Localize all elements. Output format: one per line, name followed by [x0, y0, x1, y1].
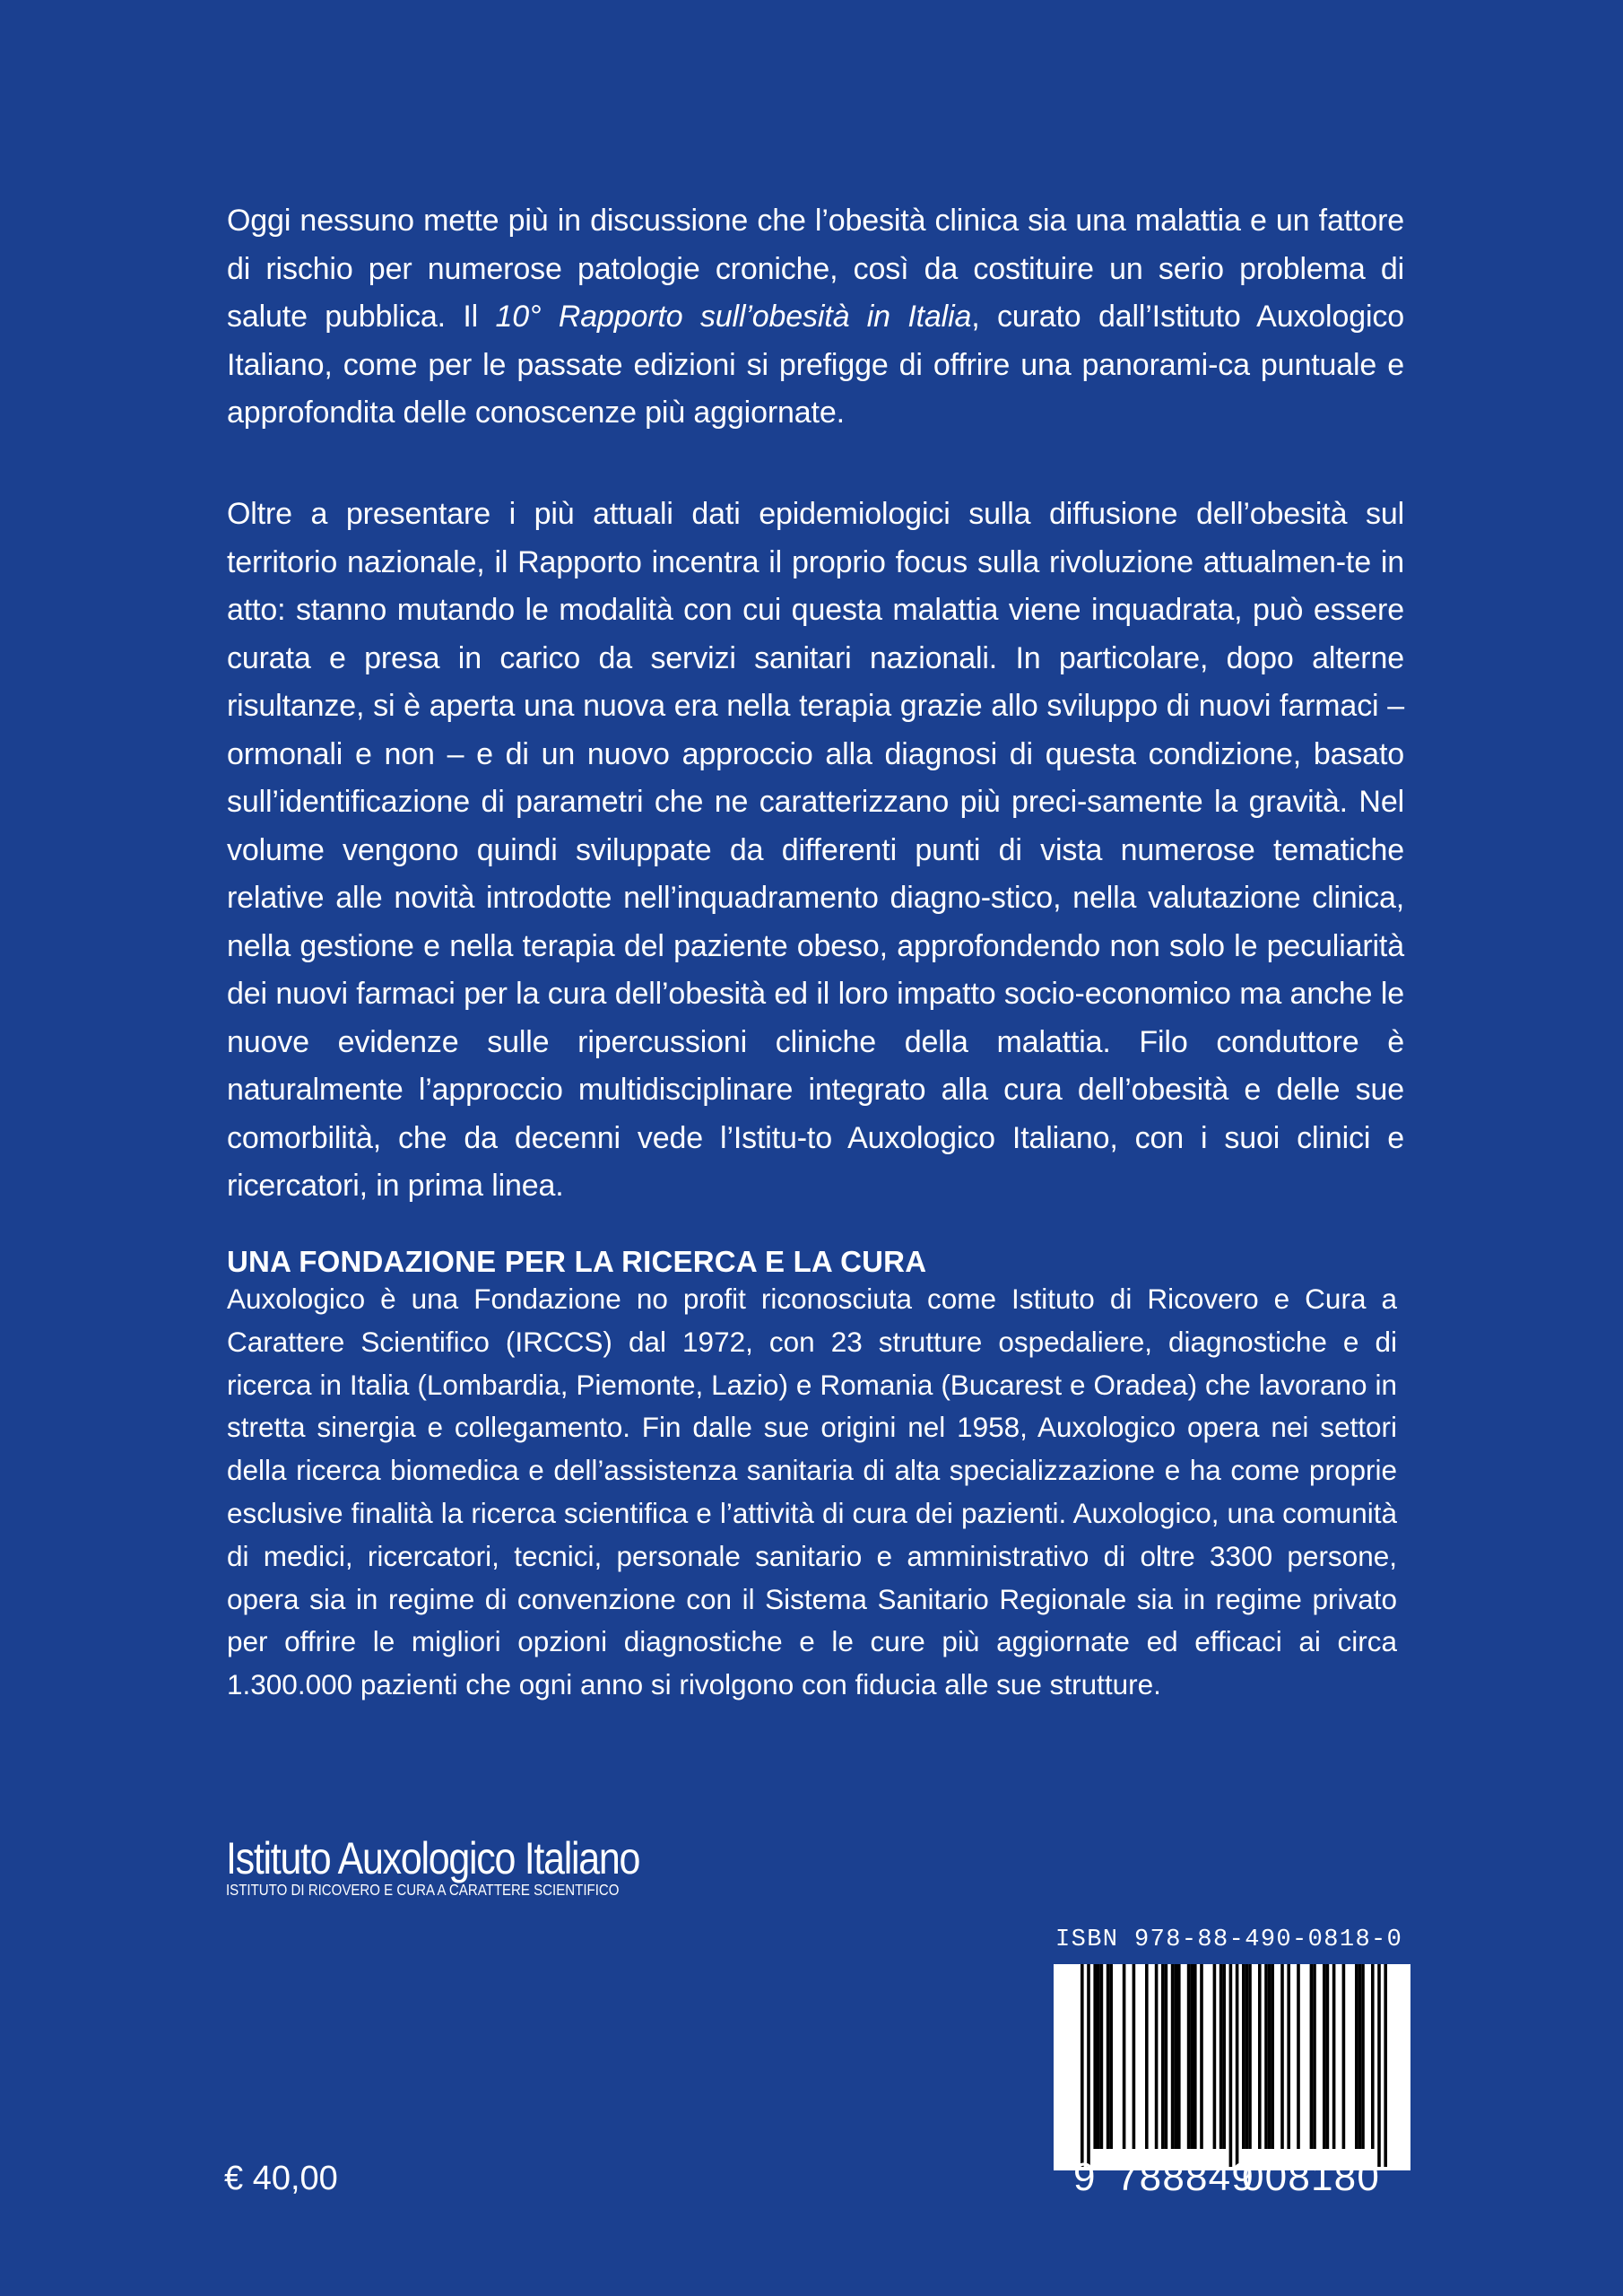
barcode-bar	[1100, 1964, 1104, 2149]
barcode-bar	[1313, 1964, 1316, 2149]
barcode-bar	[1200, 1964, 1203, 2149]
isbn-barcode	[1054, 1926, 1410, 2205]
barcode-bar	[1229, 1964, 1233, 2167]
barcode-bars	[1054, 1964, 1410, 2170]
barcode-bar	[1133, 1964, 1136, 2149]
barcode-bar	[1155, 1964, 1159, 2149]
intro-text-end: , curato dall’Istituto Auxologico Italiano, come per le passate edizioni si prefigge di offrire una panorami-ca puntuale e approfondita delle conoscenze più aggiornate.	[227, 300, 1404, 430]
barcode-bar	[1361, 1964, 1365, 2149]
paragraph-intro	[227, 197, 1404, 438]
barcode-bar	[1109, 1964, 1113, 2149]
barcode-bar	[1355, 1964, 1358, 2149]
barcode-bar	[1297, 1964, 1300, 2149]
barcode-bar	[1245, 1964, 1249, 2149]
logo-name: Istituto Auxologico Italiano	[226, 1833, 640, 1883]
barcode-bar	[1219, 1964, 1223, 2149]
barcode-bar	[1371, 1964, 1375, 2149]
barcode-bar	[1145, 1964, 1149, 2149]
barcode-bar	[1332, 1964, 1336, 2149]
barcode-bar	[1161, 1964, 1165, 2149]
barcode-bar	[1310, 1964, 1314, 2149]
intro-text-start: Oggi nessuno mette più in discussione che l’obesità clinica sia una malattia e un fattore di rischio per numerose patologie croniche, così da costituire un serio problema di salute pubblica. Il	[227, 204, 1404, 334]
barcode-bar	[1264, 1964, 1268, 2149]
barcode-bar	[1107, 1964, 1110, 2149]
barcode-bar	[1097, 1964, 1100, 2149]
barcode-bar	[1358, 1964, 1362, 2149]
barcode-digit-first: 9	[1073, 2155, 1096, 2199]
barcode-bar	[1384, 1964, 1387, 2167]
barcode-bar	[1268, 1964, 1271, 2149]
barcode-bar	[1177, 1964, 1181, 2149]
barcode-bar	[1377, 1964, 1381, 2167]
barcode-bar	[1081, 1964, 1084, 2167]
report-title-italic: 10° Rapporto sull’obesità in Italia	[495, 300, 972, 334]
barcode-bar	[1242, 1964, 1245, 2149]
barcode-bar	[1165, 1964, 1168, 2149]
barcode-bar	[1087, 1964, 1090, 2167]
barcode-bar	[1248, 1964, 1252, 2149]
barcode-bar	[1342, 1964, 1346, 2149]
paragraph-description: Oltre a presentare i più attuali dati epidemiologici sulla diffusione dell’obesità sul territorio nazionale, il Rapporto incentra il proprio focus sulla rivoluzione attualmen-te in atto: stanno mutando le modalità con cui questa malattia viene inquadrata, può essere curata e presa in carico da servizi sanitari nazionali. In particolare, dopo alterne risultanze, si è aperta una nuova era nella terapia grazie allo sviluppo di nuovi farmaci – ormonali e non – e di un nuovo approccio alla diagnosi di questa condizione, basato sull’identificazione di parametri che ne caratterizzano più preci-samente la gravità. Nel volume vengono quindi sviluppate da differenti punti di vista numerose tematiche relative alle novità introdotte nell’inquadramento diagno-stico, nella valutazione clinica, nella gestione e nella terapia del paziente obeso, approfondendo non solo le peculiarità dei nuovi farmaci per la cura dell’obesità ed il loro impatto socio-economico ma anche le nuove evidenze sulle ripercussioni cliniche della malattia. Filo conduttore è naturalmente l’approccio multidisciplinare integrato alla cura dell’obesità e delle sue comorbilità, che da decenni vede l’Istitu-to Auxologico Italiano, con i suoi clinici e ricercatori, in prima linea.	[227, 497, 1404, 1203]
logo-subtitle: ISTITUTO DI RICOVERO E CURA A CARATTERE SCIENTIFICO	[226, 1881, 620, 1899]
barcode-bar	[1326, 1964, 1330, 2149]
barcode-bar	[1236, 1964, 1239, 2167]
barcode-bar	[1187, 1964, 1191, 2149]
barcode-bar	[1280, 1964, 1284, 2149]
barcode-bar	[1123, 1964, 1126, 2149]
barcode-bar	[1193, 1964, 1197, 2149]
barcode-bar	[1171, 1964, 1175, 2149]
price: € 40,00	[224, 2160, 338, 2197]
paragraph-foundation: Auxologico è una Fondazione no profit riconosciuta come Istituto di Ricovero e Cura a Carattere Scientifico (IRCCS) dal 1972, con 23 strutture ospedaliere, diagnostiche e di ricerca in Italia (Lombardia, Piemonte, Lazio) e Romania (Bucarest e Oradea) che lavorano in stretta sinergia e collegamento. Fin dalle sue origini nel 1958, Auxologico opera nei settori della ricerca biomedica e dell’assistenza sanitaria di alta specializzazione e ha come proprie esclusive finalità la ricerca scientifica e l’attività di cura dei pazienti. Auxologico, una comunità di medici, ricercatori, tecnici, personale sanitario e amministrativo di oltre 3300 persone, opera sia in regime di convenzione con il Sistema Sanitario Regionale sia in regime privato per offrire le migliori opzioni diagnostiche e le cure più aggiornate ed efficaci ai circa 1.300.000 pazienti che ogni anno si rivolgono con fiducia alle sue strutture.	[227, 1283, 1397, 1701]
barcode-bar	[1258, 1964, 1262, 2149]
barcode-digits-right: 008180	[1242, 2155, 1381, 2199]
isbn-label: ISBN 978-88-490-0818-0	[1055, 1926, 1403, 1953]
barcode-bar	[1093, 1964, 1097, 2149]
barcode-bar	[1222, 1964, 1226, 2149]
barcode-bar	[1190, 1964, 1193, 2149]
barcode-bar	[1174, 1964, 1177, 2149]
barcode-bar	[1323, 1964, 1326, 2149]
barcode-bar	[1287, 1964, 1290, 2149]
section-heading: UNA FONDAZIONE PER LA RICERCA E LA CURA	[227, 1245, 927, 1278]
barcode-bar	[1213, 1964, 1217, 2149]
barcode-digits-left: 788849	[1116, 2155, 1255, 2199]
publisher-logo	[226, 1831, 707, 1900]
barcode-bar	[1271, 1964, 1274, 2149]
barcode-digits	[1054, 2152, 1410, 2203]
